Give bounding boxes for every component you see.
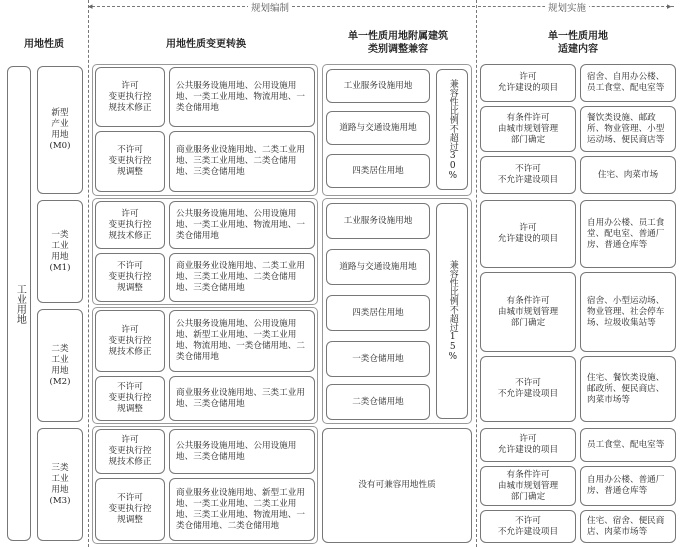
- conversion-m3-deny: 商业服务业设施用地、新型工业用地、一类工业用地、二类工业用地、三类工业用地、物流用地、一类仓储用地、二类仓储用地: [169, 478, 315, 541]
- suit-m3-deny: 住宅、宿舍、便民商店、肉菜市场等: [580, 510, 676, 543]
- conversion-m0-deny: 商业服务业设施用地、二类工业用地、三类工业用地、二类仓储用地、三类仓储用地: [169, 131, 315, 192]
- suit-m0-deny: 住宅、肉菜市场: [580, 156, 676, 194]
- compat-m0-item-1: 工业服务设施用地: [326, 69, 430, 103]
- compat-m1m2-item-2: 道路与交通设施用地: [326, 249, 430, 285]
- permission-deny-m3: 不许可 变更执行控 规调整: [95, 478, 165, 541]
- compat-m1m2-item-1: 工业服务设施用地: [326, 203, 430, 239]
- suit-m3-allow: 员工食堂、配电室等: [580, 428, 676, 462]
- suit-label-m1m2-conditional: 有条件许可 由城市规划管理 部门确定: [480, 272, 576, 352]
- category-m0: 新型 产业 用地 (M0): [37, 66, 83, 194]
- suit-label-m1m2-deny: 不许可 不允许建设项目: [480, 356, 576, 422]
- suit-label-m3-conditional: 有条件许可 由城市规划管理 部门确定: [480, 466, 576, 506]
- conversion-m3-allow: 公共服务设施用地、公用设施用地、三类仓储用地: [169, 429, 315, 474]
- suit-m1m2-deny: 住宅、餐饮类设施、邮政所、便民商店、肉菜市场等: [580, 356, 676, 422]
- category-m2: 二类 工业 用地 (M2): [37, 309, 83, 422]
- permission-allow-m0: 许可 变更执行控 规技术修正: [95, 67, 165, 127]
- conversion-m2-allow: 公共服务设施用地、公用设施用地、新型工业用地、一类工业用地、物流用地、一类仓储用地、二类仓储用地: [169, 310, 315, 372]
- compat-ratio-15: 兼容性比例不超过15%: [436, 203, 468, 419]
- suit-label-m0-deny: 不许可 不允许建设项目: [480, 156, 576, 194]
- arrow-right-icon: ▸: [667, 2, 672, 12]
- suit-m0-conditional: 餐饮类设施、邮政所、物业管理、小型运动场、便民商店等: [580, 106, 676, 152]
- header-land-nature: 用地性质: [24, 39, 64, 50]
- suit-label-m1m2-allow: 许可 允许建设的项目: [480, 200, 576, 268]
- suit-m1m2-conditional: 宿舍、小型运动场、物业管理、社会停车场、垃圾收集站等: [580, 272, 676, 352]
- suit-label-m3-allow: 许可 允许建设的项目: [480, 428, 576, 462]
- conversion-m1-allow: 公共服务设施用地、公用设施用地、一类工业用地、物流用地、一类仓储用地: [169, 201, 315, 249]
- header-suitable: 单一性质用地 适建内容: [548, 31, 608, 55]
- compat-m0-item-3: 四类居住用地: [326, 154, 430, 188]
- category-m3: 三类 工业 用地 (M3): [37, 428, 83, 541]
- compat-m1m2-item-3: 四类居住用地: [326, 295, 430, 331]
- suit-m1m2-allow: 自用办公楼、员工食堂、配电室、普通厂房、普通仓库等: [580, 200, 676, 268]
- conversion-m1-deny: 商业服务业设施用地、二类工业用地、三类工业用地、二类仓储用地、三类仓储用地: [169, 253, 315, 302]
- industrial-land-box: 工业用地: [7, 66, 31, 541]
- suit-label-m3-deny: 不许可 不允许建设项目: [480, 510, 576, 543]
- suit-label-m0-conditional: 有条件许可 由城市规划管理 部门确定: [480, 106, 576, 152]
- category-m1: 一类 工业 用地 (M1): [37, 200, 83, 303]
- suit-m3-conditional: 自用办公楼、普通厂房、普通仓库等: [580, 466, 676, 506]
- header-compat: 单一性质用地附属建筑 类别调整兼容: [348, 31, 448, 55]
- separator-implementation-start: [476, 0, 477, 547]
- compat-ratio-30: 兼容性比例不超过30%: [436, 69, 468, 190]
- compat-m1m2-item-4: 一类仓储用地: [326, 341, 430, 377]
- suit-label-m0-allow: 许可 允许建设的项目: [480, 64, 576, 102]
- conversion-m0-allow: 公共服务设施用地、公用设施用地、一类工业用地、物流用地、一类仓储用地: [169, 67, 315, 127]
- permission-allow-m3: 许可 变更执行控 规技术修正: [95, 429, 165, 474]
- compat-m0-item-2: 道路与交通设施用地: [326, 111, 430, 145]
- separator-planning-start: [88, 0, 89, 547]
- permission-deny-m0: 不许可 变更执行控 规调整: [95, 131, 165, 192]
- permission-allow-m2: 许可 变更执行控 规技术修正: [95, 310, 165, 372]
- compat-m1m2-item-5: 二类仓储用地: [326, 384, 430, 420]
- phase-implementation: 规划实施: [545, 0, 589, 14]
- header-conversion: 用地性质变更转换: [166, 39, 246, 50]
- phase-planning: 规划编制: [248, 0, 292, 14]
- permission-allow-m1: 许可 变更执行控 规技术修正: [95, 201, 165, 249]
- permission-deny-m1: 不许可 变更执行控 规调整: [95, 253, 165, 302]
- conversion-m2-deny: 商业服务业设施用地、三类工业用地、三类仓储用地: [169, 376, 315, 421]
- permission-deny-m2: 不许可 变更执行控 规调整: [95, 376, 165, 421]
- arrow-left-icon: ◂: [88, 2, 93, 12]
- compat-none-m3: 没有可兼容用地性质: [322, 428, 472, 543]
- suit-m0-allow: 宿舍、自用办公楼、员工食堂、配电室等: [580, 64, 676, 102]
